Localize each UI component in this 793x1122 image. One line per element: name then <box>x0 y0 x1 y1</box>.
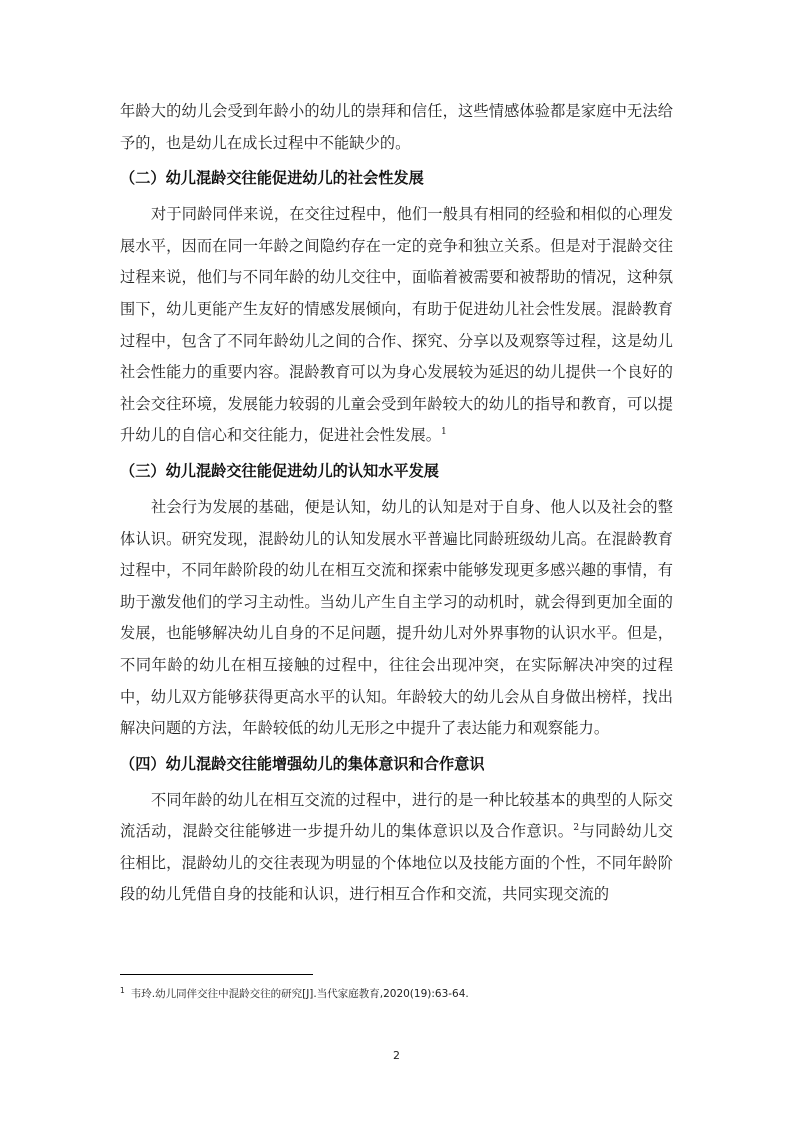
paragraph-text: 对于同龄同伴来说，在交往过程中，他们一般具有相同的经验和相似的心理发展水平，因而在同一年龄之间隐约存在一定的竞争和独立关系。但是对于混龄交往过程来说，他们与不同年龄的幼儿交往中，面临着被需要和被帮助的情况，这种氛围下，幼儿更能产生友好的情感发展倾向，有助于促进幼儿社会性发展。混龄教育过程中，包含了不同年龄幼儿之间的合作、探究、分享以及观察等过程，这是幼儿社会性能力的重要内容。混龄教育可以为身心发展较为延迟的幼儿提供一个良好的社会交往环境，发展能力较弱的儿童会受到年龄较大的幼儿的指导和教育，可以提升幼儿的自信心和交往能力，促进社会性发展。 <box>120 205 673 445</box>
page-number: 2 <box>393 1049 400 1062</box>
paragraph-text-part-b: 与同龄幼儿交往相比，混龄幼儿的交往表现为明显的个体地位以及技能方面的个性，不同年龄阶段的幼儿凭借自身的技能和认识，进行相互合作和交流，共同实现交流的 <box>120 822 673 904</box>
paragraph-collective-awareness <box>120 785 673 911</box>
footnote-marker: 1 <box>120 985 125 995</box>
footnote-text: 韦玲.幼儿同伴交往中混龄交往的研究[J].当代家庭教育,2020(19):63-64. <box>130 988 469 1000</box>
body-text <box>120 96 673 911</box>
paragraph-text-part-a: 不同年龄的幼儿在相互交流的过程中，进行的是一种比较基本的典型的人际交流活动，混龄交往能够进一步提升幼儿的集体意识以及合作意识。 <box>120 790 673 841</box>
footnote-separator <box>120 974 313 975</box>
paragraph-cognitive-development: 社会行为发展的基础，便是认知，幼儿的认知是对于自身、他人以及社会的整体认识。研究发现，混龄幼儿的认知发展水平普遍比同龄班级幼儿高。在混龄教育过程中，不同年龄阶段的幼儿在相互交流和探索中能够发现更多感兴趣的事情，有助于激发他们的学习主动性。当幼儿产生自主学习的动机时，就会得到更加全面的发展，也能够解决幼儿自身的不足问题，提升幼儿对外界事物的认识水平。但是，不同年龄的幼儿在相互接触的过程中，往往会出现冲突，在实际解决冲突的过程中，幼儿双方能够获得更高水平的认知。年龄较大的幼儿会从自身做出榜样，找出解决问题的方法，年龄较低的幼儿无形之中提升了表达能力和观察能力。 <box>120 497 673 738</box>
section-heading-2: （二）幼儿混龄交往能促进幼儿的社会性发展 <box>120 169 424 188</box>
footnote-reference-2[interactable]: 2 <box>573 823 580 834</box>
section-heading-3: （三）幼儿混龄交往能促进幼儿的认知水平发展 <box>120 461 439 480</box>
section-heading-4: （四）幼儿混龄交往能增强幼儿的集体意识和合作意识 <box>120 754 485 773</box>
paragraph-continued: 年龄大的幼儿会受到年龄小的幼儿的崇拜和信任，这些情感体验都是家庭中无法给予的，也是幼儿在成长过程中不能缺少的。 <box>120 102 673 152</box>
paragraph-social-development <box>120 199 673 452</box>
footnote-reference-1[interactable]: 1 <box>441 427 447 438</box>
footnote-1 <box>120 987 673 1001</box>
